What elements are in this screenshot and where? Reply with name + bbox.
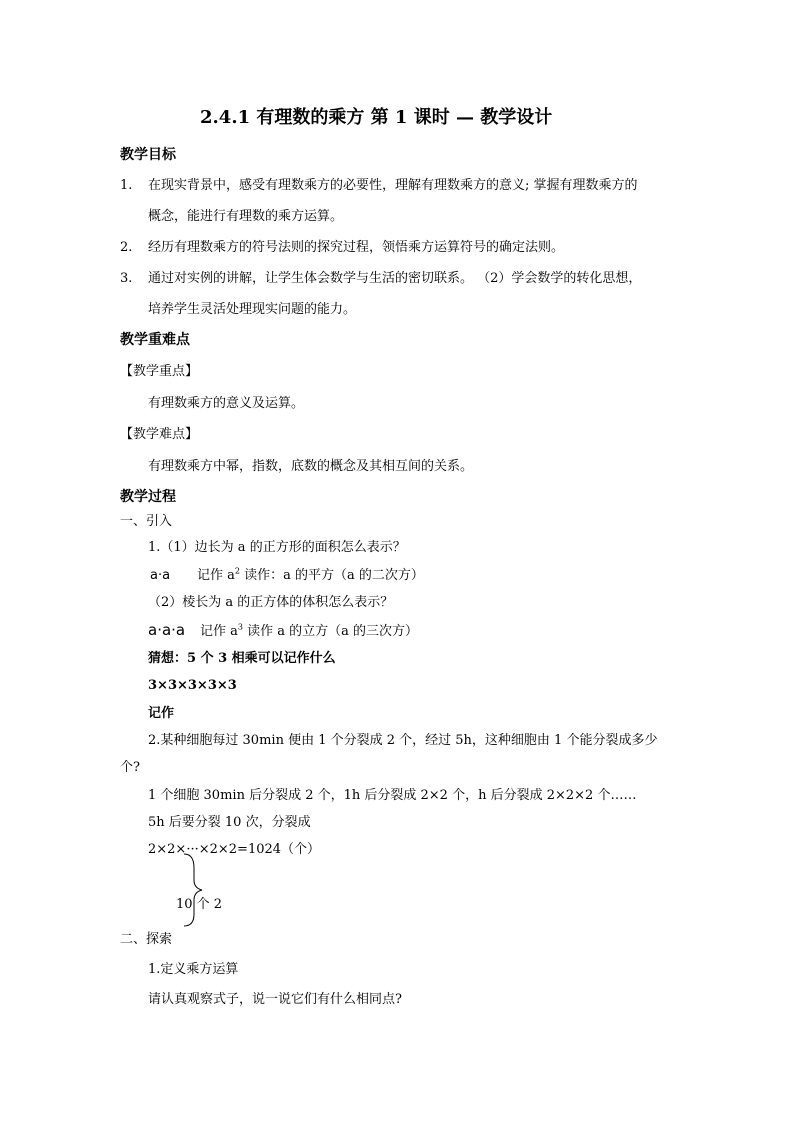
page-title: 2.4.1 有理数的乘方 第 1 课时 — 教学设计 — [200, 107, 553, 128]
cube-exponent: 3 — [237, 622, 243, 632]
brace-label: 10 个 2 — [176, 897, 223, 912]
focus-text: 有理数乘方的意义及运算。 — [148, 396, 305, 411]
objective-3-line-2: 培养学生灵活处理现实问题的能力。 — [148, 302, 357, 317]
square-exponent: 2 — [234, 566, 240, 576]
square-note-a: 记作 a — [197, 568, 235, 583]
part-explore-heading: 二、探索 — [120, 932, 173, 947]
question-2: （2）棱长为 a 的正方体的体积怎么表示？ — [148, 595, 394, 610]
objective-number-2: 2. — [120, 240, 133, 255]
objective-1-line-2: 概念，能进行有理数的乘方运算。 — [148, 209, 344, 224]
question-3-line-1: 2.某种细胞每过 30min 便由 1 个分裂成 2 个，经过 5h，这种细胞由 1 个能分裂成多少 — [148, 733, 658, 748]
question-1: 1.（1）边长为 a 的正方形的面积怎么表示？ — [148, 540, 406, 555]
objective-number-3: 3. — [120, 271, 133, 286]
curly-brace — [180, 850, 220, 930]
guess-note: 记作 — [148, 706, 175, 721]
objective-1-line-1: 在现实背景中，感受有理数乘方的必要性，理解有理数乘方的意义; 掌握有理数乘方的 — [148, 178, 638, 193]
objective-number-1: 1. — [120, 178, 133, 193]
section-heading-keypoints: 教学重难点 — [120, 332, 190, 348]
section-heading-objectives: 教学目标 — [120, 147, 176, 163]
cube-note-a: 记作 a — [200, 624, 238, 639]
section-heading-process: 教学过程 — [120, 489, 176, 505]
square-notation — [197, 568, 424, 584]
expression-a-times-a-times-a: a·a·a — [148, 621, 186, 639]
guess-expression: 3×3×3×3×3 — [148, 678, 237, 693]
objective-2-line-1: 经历有理数乘方的符号法则的探究过程，领悟乘方运算符号的确定法则。 — [148, 240, 565, 255]
focus-label: 【教学重点】 — [120, 364, 199, 379]
square-note-b: 读作：a 的平方（a 的二次方） — [239, 568, 424, 583]
part-intro-heading: 一、引入 — [120, 514, 173, 529]
multiplication-formula: 2×2×···×2×2=1024（个） — [148, 842, 321, 857]
answer-3-line-2: 5h 后要分裂 10 次，分裂成 — [148, 815, 311, 830]
cube-notation — [200, 624, 418, 640]
definition-heading: 1.定义乘方运算 — [148, 962, 239, 977]
question-3-line-2: 个? — [120, 760, 140, 775]
answer-3-line-1: 1 个细胞 30min 后分裂成 2 个，1h 后分裂成 2×2 个，h 后分裂成 2×2×2 个…… — [148, 788, 637, 803]
expression-a-times-a: a·a — [150, 568, 171, 583]
difficulty-label: 【教学难点】 — [120, 427, 199, 442]
objective-3-line-1: 通过对实例的讲解，让学生体会数学与生活的密切联系。 （2）学会数学的转化思想， — [148, 271, 642, 286]
difficulty-text: 有理数乘方中幂，指数，底数的概念及其相互间的关系。 — [148, 459, 474, 474]
guess-prompt: 猜想：5 个 3 相乘可以记作什么 — [148, 651, 336, 666]
cube-note-b: 读作 a 的立方（a 的三次方） — [242, 624, 419, 639]
observe-prompt: 请认真观察式子，说一说它们有什么相同点? — [148, 992, 402, 1007]
